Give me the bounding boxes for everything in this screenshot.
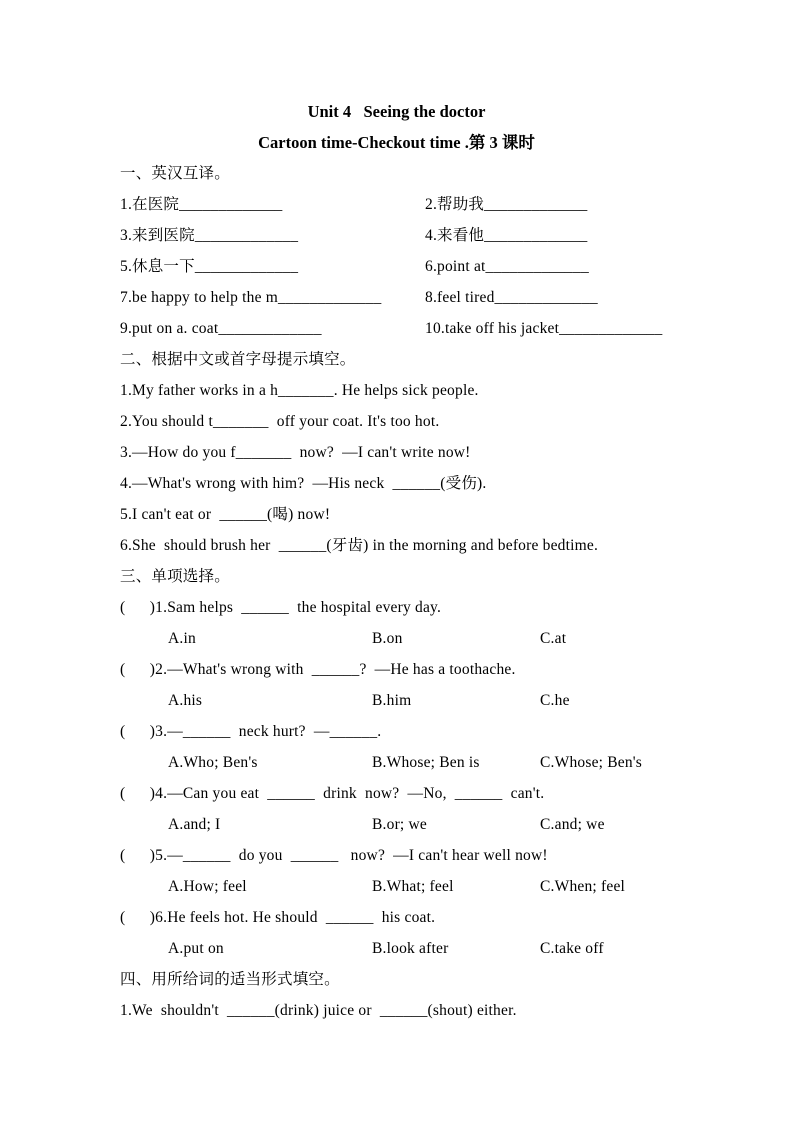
option-c: C.take off <box>540 940 604 957</box>
option-a: A.in <box>168 630 196 647</box>
worksheet-content <box>120 158 693 1026</box>
options-row <box>120 871 693 902</box>
fill-in-item: 1.My father works in a h_______. He helps sick people. <box>120 382 479 399</box>
translation-item: 2.帮助我_____________ <box>425 196 588 213</box>
option-c: C.Whose; Ben's <box>540 754 643 771</box>
fill-in-item: 3.—How do you f_______ now? —I can't write now! <box>120 444 471 461</box>
translation-item: 6.point at_____________ <box>425 258 589 275</box>
fill-in-item: 5.I can't eat or ______(喝) now! <box>120 506 331 523</box>
section-heading: 一、英汉互译。 <box>120 165 230 182</box>
question-stem: ( )6.He feels hot. He should ______ his coat. <box>120 909 436 926</box>
option-c: C.When; feel <box>540 878 626 895</box>
fill-in-item: 4.—What's wrong with him? —His neck ______(受伤). <box>120 475 487 492</box>
translation-item: 1.在医院_____________ <box>120 196 283 213</box>
option-c: C.at <box>540 630 567 647</box>
fill-in-item: 1.We shouldn't ______(drink) juice or ______(shout) either. <box>120 1002 517 1019</box>
option-b: B.or; we <box>372 816 427 833</box>
fill-in-item: 6.She should brush her ______(牙齿) in the morning and before bedtime. <box>120 537 599 554</box>
translation-row <box>120 220 693 251</box>
translation-item: 4.来看他_____________ <box>425 227 588 244</box>
option-b: B.look after <box>372 940 449 957</box>
translation-item: 10.take off his jacket_____________ <box>425 320 663 337</box>
question-stem: ( )1.Sam helps ______ the hospital every day. <box>120 599 442 616</box>
translation-item: 8.feel tired_____________ <box>425 289 598 306</box>
section-heading: 四、用所给词的适当形式填空。 <box>120 971 340 988</box>
option-a: A.put on <box>168 940 224 957</box>
translation-item: 5.休息一下_____________ <box>120 258 299 275</box>
option-c: C.he <box>540 692 570 709</box>
page-subtitle: Cartoon time-Checkout time .第 3 课时 <box>258 133 535 152</box>
option-b: B.on <box>372 630 403 647</box>
option-a: A.his <box>168 692 203 709</box>
translation-item: 9.put on a. coat_____________ <box>120 320 322 337</box>
translation-row <box>120 251 693 282</box>
question-stem: ( )3.—______ neck hurt? —______. <box>120 723 382 740</box>
option-a: A.How; feel <box>168 878 247 895</box>
translation-item: 3.来到医院_____________ <box>120 227 299 244</box>
option-a: A.Who; Ben's <box>168 754 258 771</box>
option-b: B.him <box>372 692 412 709</box>
options-row <box>120 623 693 654</box>
translation-row <box>120 189 693 220</box>
question-stem: ( )5.—______ do you ______ now? —I can't hear well now! <box>120 847 548 864</box>
options-row <box>120 685 693 716</box>
section-heading: 三、单项选择。 <box>120 568 230 585</box>
section-heading: 二、根据中文或首字母提示填空。 <box>120 351 356 368</box>
question-stem: ( )2.—What's wrong with ______? —He has a toothache. <box>120 661 516 678</box>
option-b: B.Whose; Ben is <box>372 754 480 771</box>
options-row <box>120 933 693 964</box>
translation-row <box>120 282 693 313</box>
option-c: C.and; we <box>540 816 605 833</box>
option-a: A.and; I <box>168 816 221 833</box>
translation-row <box>120 313 693 344</box>
question-stem: ( )4.—Can you eat ______ drink now? —No, ______ can't. <box>120 785 545 802</box>
fill-in-item: 2.You should t_______ off your coat. It's too hot. <box>120 413 440 430</box>
options-row <box>120 809 693 840</box>
translation-item: 7.be happy to help the m_____________ <box>120 289 382 306</box>
option-b: B.What; feel <box>372 878 454 895</box>
page-title: Unit 4 Seeing the doctor <box>307 102 486 121</box>
options-row <box>120 747 693 778</box>
